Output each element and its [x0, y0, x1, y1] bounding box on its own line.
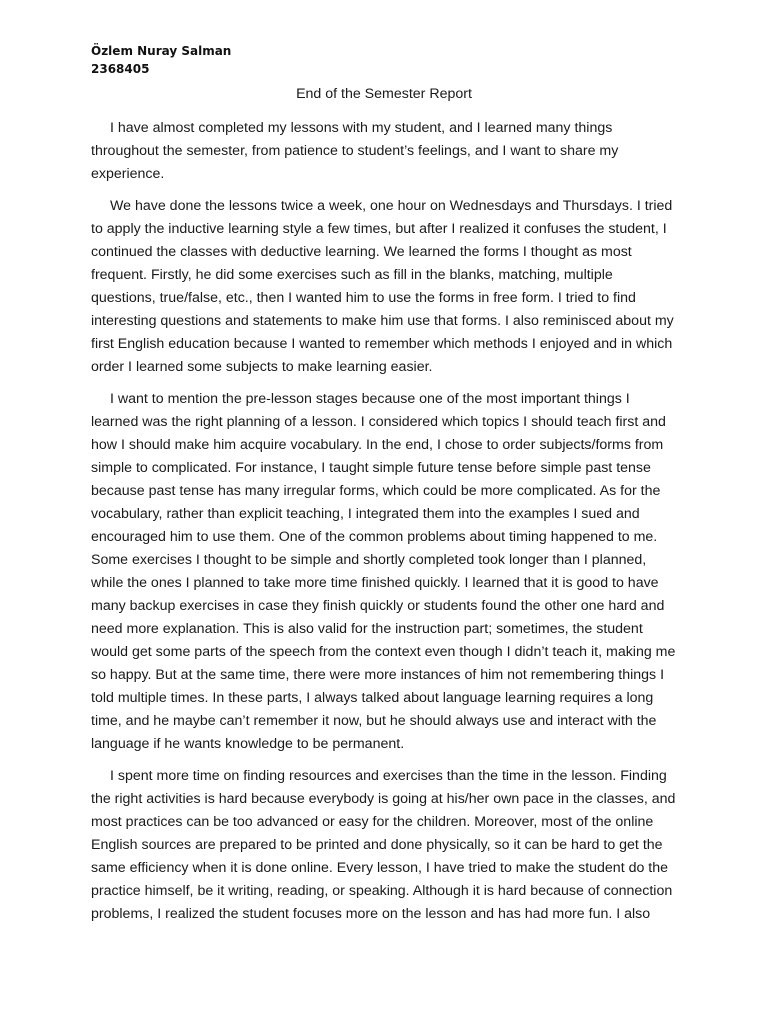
text-line: told multiple times. In these parts, I always talked about language learning requires a long — [91, 690, 654, 706]
text-line: simple to complicated. For instance, I taught simple future tense before simple past tense — [91, 460, 651, 476]
text-line: same efficiency when it is done online. Every lesson, I have tried to make the student do the — [91, 860, 669, 876]
text-line: first English education because I wanted to remember which methods I enjoyed and in which — [91, 336, 673, 352]
paragraph-2 — [91, 195, 674, 379]
text-line: I want to mention the pre-lesson stages because one of the most important things I — [110, 391, 630, 407]
text-line: throughout the semester, from patience to student’s feelings, and I want to share my — [91, 143, 619, 159]
student-id: 2368405 — [91, 62, 150, 76]
text-line: would get some parts of the speech from the context even though I didn’t teach it, making me — [91, 644, 676, 660]
text-line: while the ones I planned to take more time finished quickly. I learned that it is good to have — [91, 575, 659, 591]
text-line: language if he wants knowledge to be permanent. — [91, 736, 405, 752]
text-line: learned was the right planning of a lesson. I considered which topics I should teach first and — [91, 414, 666, 430]
text-line: We have done the lessons twice a week, one hour on Wednesdays and Thursdays. I tried — [110, 198, 673, 214]
text-line: interesting questions and statements to make him use that forms. I also reminisced about my — [91, 313, 674, 329]
text-line: questions, true/false, etc., then I wanted him to use the forms in free form. I tried to find — [91, 290, 636, 306]
paragraph-1 — [91, 117, 618, 186]
text-line: English sources are prepared to be printed and done physically, so it can be hard to get the — [91, 837, 663, 853]
text-line: problems, I realized the student focuses more on the lesson and has had more fun. I also — [91, 906, 651, 922]
author-block — [91, 42, 231, 78]
text-line: many backup exercises in case they finish quickly or students found the other one hard and — [91, 598, 665, 614]
document-title: End of the Semester Report — [296, 86, 472, 102]
text-line: I have almost completed my lessons with my student, and I learned many things — [110, 120, 613, 136]
text-line: so happy. But at the same time, there were more instances of him not remembering things I — [91, 667, 665, 683]
text-line: practice himself, be it writing, reading, or speaking. Although it is hard because of connection — [91, 883, 673, 899]
paragraph-4 — [91, 765, 675, 926]
text-line: the right activities is hard because everybody is going at his/her own pace in the classes, and — [91, 791, 676, 807]
text-line: Some exercises I thought to be simple and shortly completed took longer than I planned, — [91, 552, 647, 568]
text-line: experience. — [91, 166, 165, 182]
text-line: how I should make him acquire vocabulary. In the end, I chose to order subjects/forms from — [91, 437, 664, 453]
text-line: need more explanation. This is also valid for the instruction part; sometimes, the student — [91, 621, 643, 637]
text-line: time, and he maybe can’t remember it now, but he should always use and interact with the — [91, 713, 657, 729]
text-line: vocabulary, rather than explicit teaching, I integrated them into the examples I sued and — [91, 506, 640, 522]
author-name: Özlem Nuray Salman — [91, 44, 232, 58]
text-line: continued the classes with deductive learning. We learned the forms I thought as most — [91, 244, 632, 260]
text-line: encouraged him to use them. One of the common problems about timing happened to me. — [91, 529, 658, 545]
text-line: order I learned some subjects to make learning easier. — [91, 359, 433, 375]
text-line: to apply the inductive learning style a few times, but after I realized it confuses the student, I — [91, 221, 667, 237]
text-line: I spent more time on finding resources and exercises than the time in the lesson. Finding — [110, 768, 667, 784]
text-line: because past tense has many irregular forms, which could be more complicated. As for the — [91, 483, 661, 499]
text-line: frequent. Firstly, he did some exercises such as fill in the blanks, matching, multiple — [91, 267, 613, 283]
paragraph-3 — [91, 388, 675, 756]
text-line: most practices can be too advanced or easy for the children. Moreover, most of the online — [91, 814, 654, 830]
